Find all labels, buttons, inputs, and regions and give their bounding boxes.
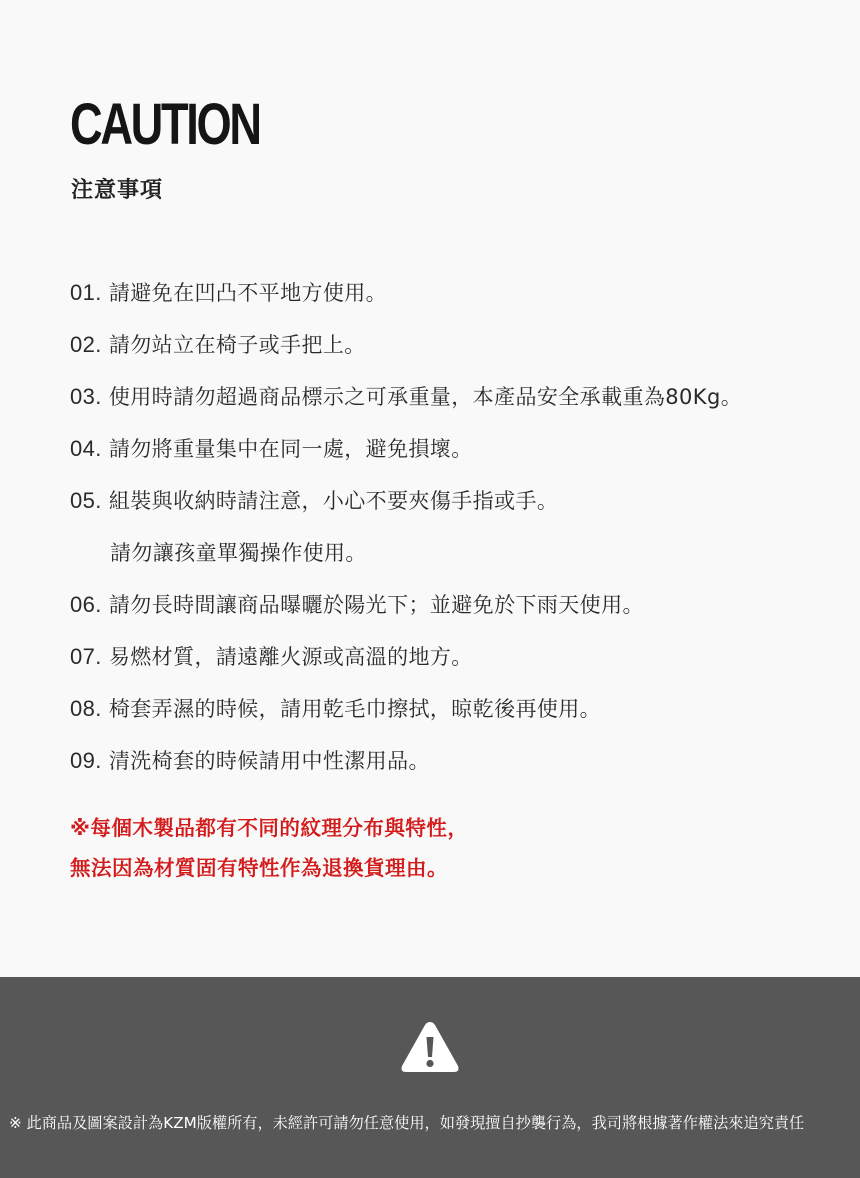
item-text: 請勿長時間讓商品曝曬於陽光下；並避免於下雨天使用。	[108, 593, 644, 617]
item-number: 08.	[70, 696, 102, 721]
item-number: 05.	[70, 488, 102, 513]
list-item	[70, 432, 742, 484]
item-text: 請避免在凹凸不平地方使用。	[108, 281, 388, 305]
caution-list	[70, 276, 742, 796]
list-item	[70, 276, 742, 328]
list-item	[70, 484, 742, 536]
list-item	[70, 328, 742, 380]
item-text: 請勿讓孩童單獨操作使用。	[110, 541, 367, 565]
warning-line: 無法因為材質固有特性作為退換貨理由。	[70, 856, 448, 880]
footer	[0, 977, 860, 1178]
item-number: 07.	[70, 644, 102, 669]
item-number: 03.	[70, 384, 102, 409]
item-text: 請勿將重量集中在同一處，避免損壞。	[108, 437, 473, 461]
item-text: 易燃材質，請遠離火源或高溫的地方。	[108, 645, 473, 669]
item-number: 01.	[70, 280, 102, 305]
item-number: 09.	[70, 748, 102, 773]
list-item	[70, 588, 742, 640]
item-text: 使用時請勿超過商品標示之可承重量，本產品安全承載重為80Kg。	[108, 385, 743, 409]
page-subtitle: 注意事項	[71, 178, 164, 203]
list-item	[70, 380, 742, 432]
list-item	[70, 744, 742, 796]
warning-note	[70, 810, 468, 890]
item-text: 椅套弄濕的時候，請用乾毛巾擦拭，晾乾後再使用。	[108, 697, 602, 721]
list-item-continuation	[70, 536, 742, 588]
warning-triangle-icon	[400, 1020, 460, 1074]
item-text: 組裝與收納時請注意，小心不要夾傷手指或手。	[108, 489, 559, 513]
item-text: 請勿站立在椅子或手把上。	[108, 333, 366, 357]
list-item	[70, 692, 742, 744]
list-item	[70, 640, 742, 692]
item-number: 04.	[70, 436, 102, 461]
item-text: 清洗椅套的時候請用中性潔用品。	[108, 749, 430, 773]
warning-line: ※每個木製品都有不同的紋理分布與特性，	[70, 816, 469, 840]
page-title: CAUTION	[70, 92, 260, 157]
copyright-notice: ※ 此商品及圖案設計為KZM版權所有，未經許可請勿任意使用，如發現擅自抄襲行為，我司將根據著作權法來追究責任	[9, 1114, 805, 1132]
item-number: 06.	[70, 592, 102, 617]
item-number: 02.	[70, 332, 102, 357]
